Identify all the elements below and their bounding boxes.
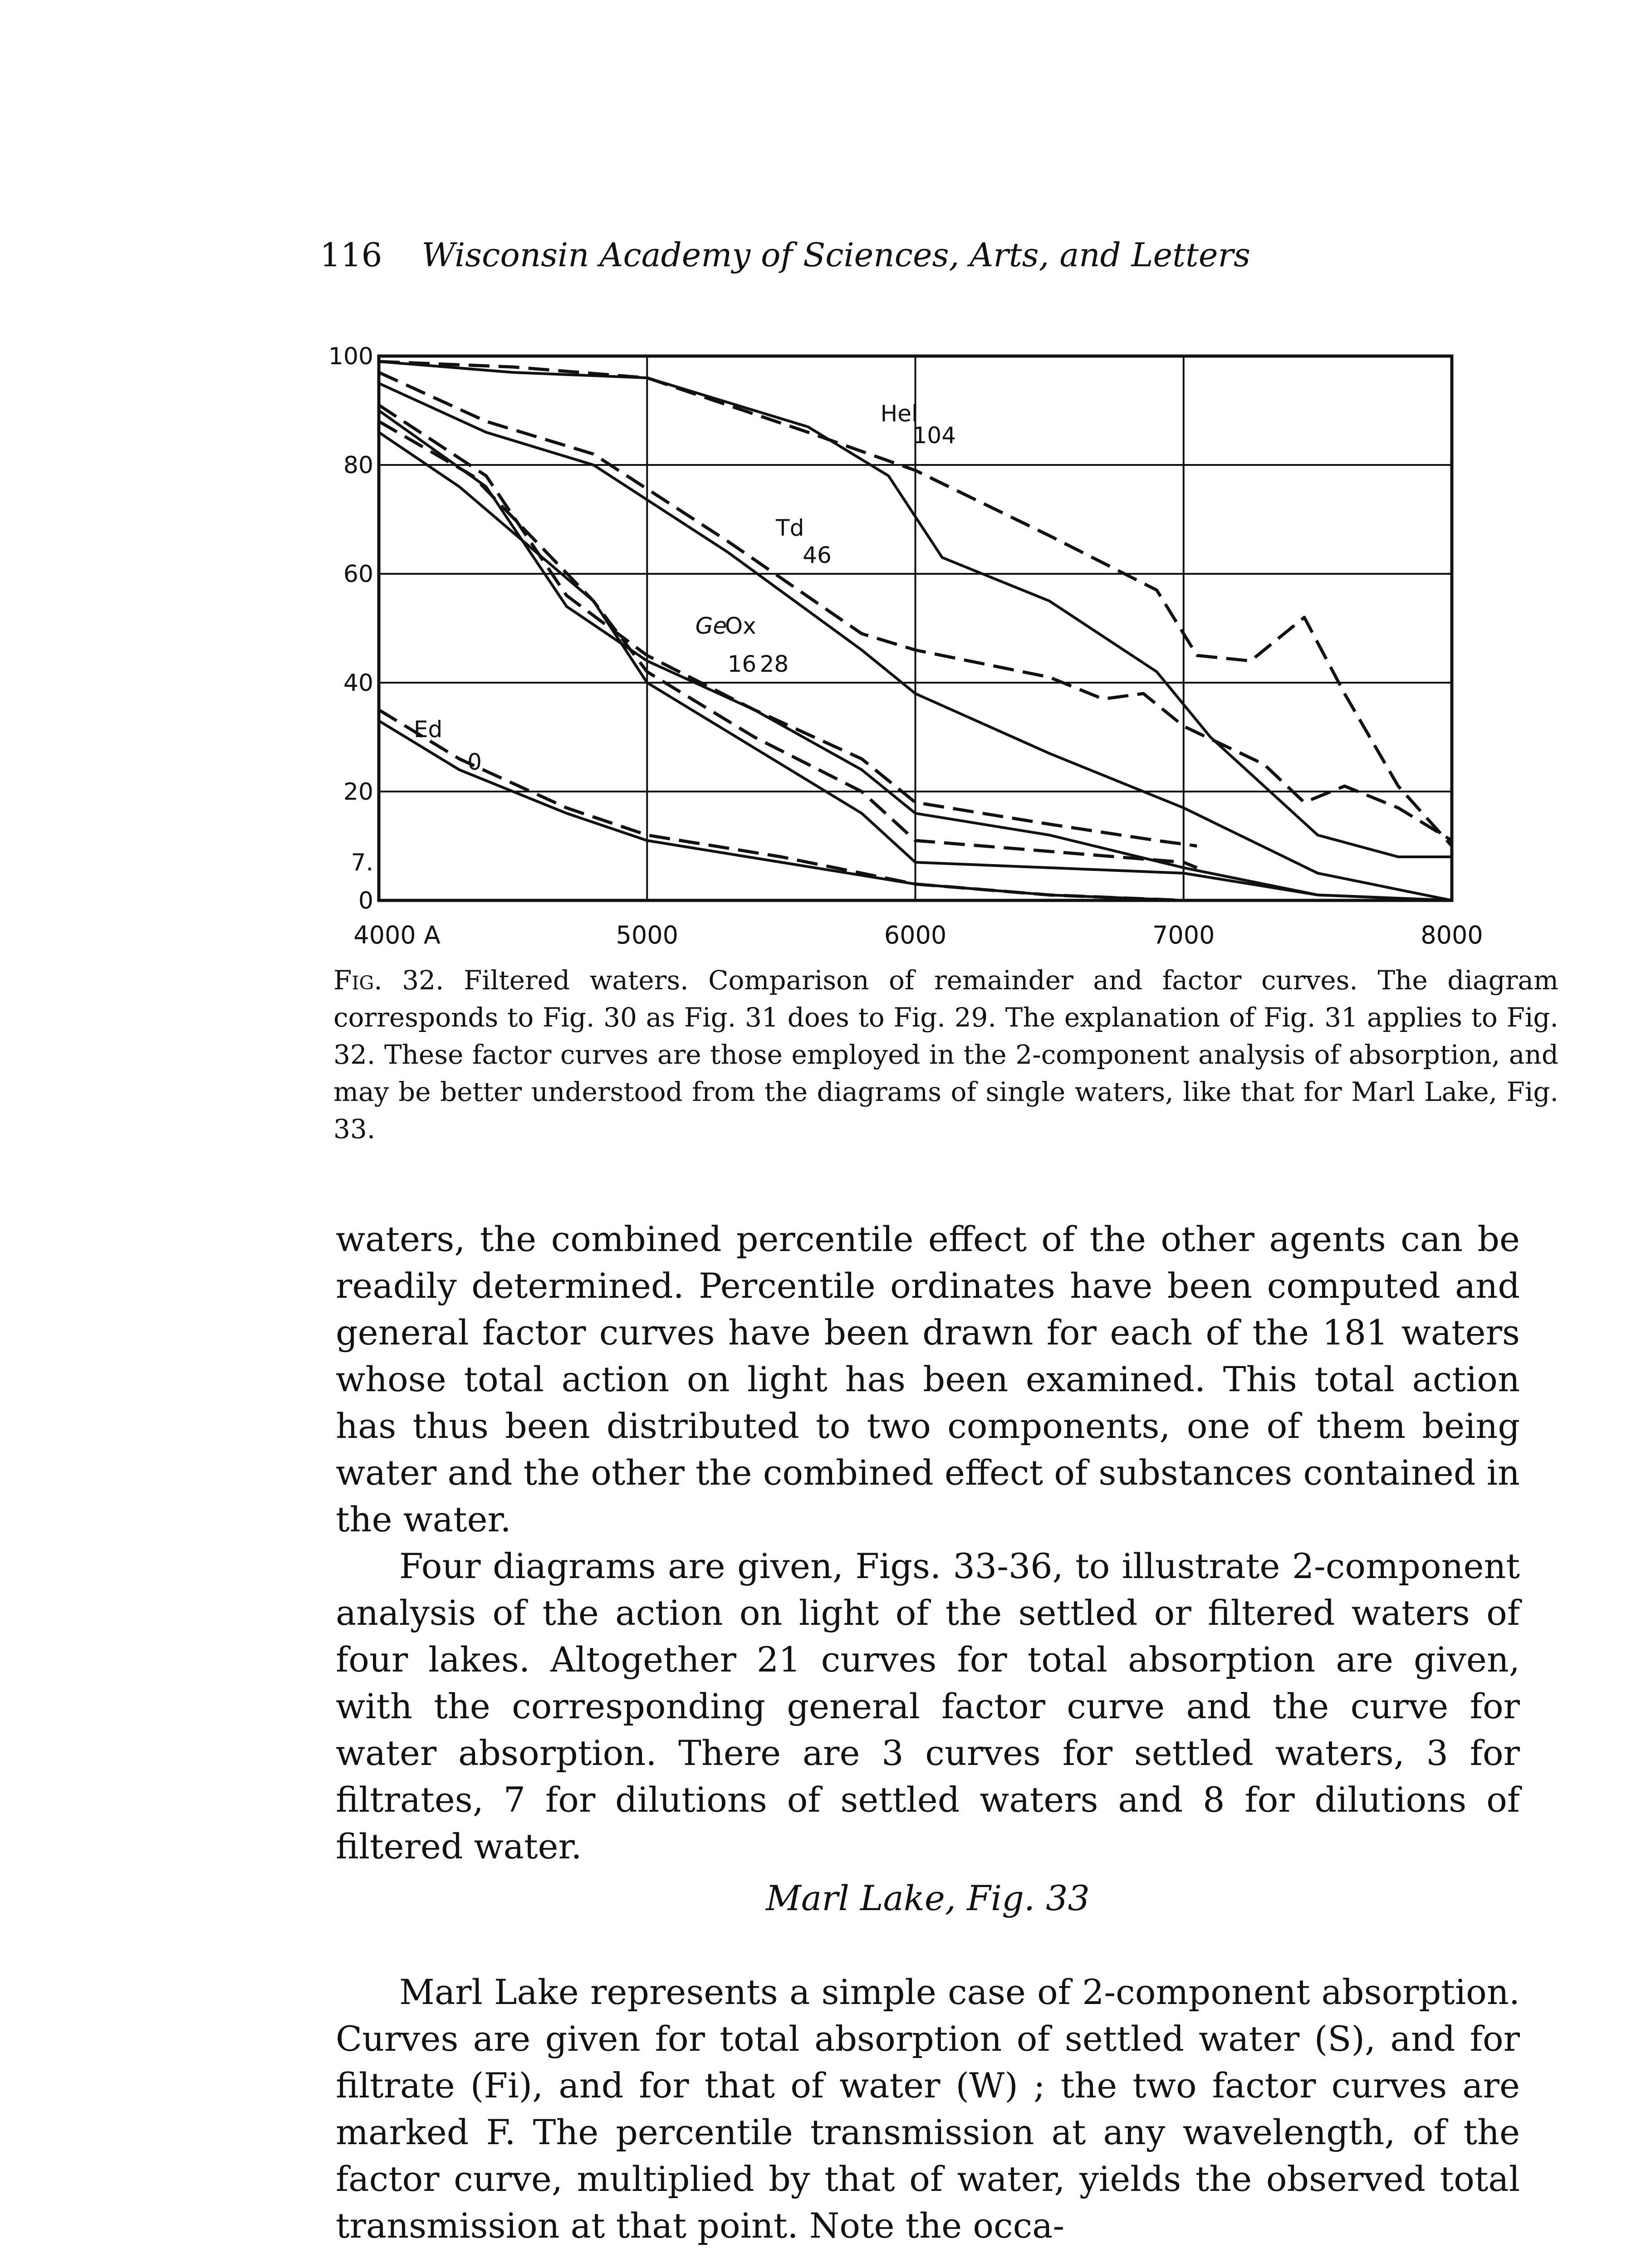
paragraph-marl-lake: Marl Lake represents a simple case of 2-component absorption. Curves are given for total absorption of settled water (S), and for filtrate (Fi), and for that of water (W) ; the two factor curves are marked F. The percentile transmission at any wavelength, of the factor curve, multiplied by that of water, yields the observed total transmission at that point. Note the occa- — [336, 1972, 1520, 2246]
y-tick-label: 100 — [328, 343, 373, 370]
caption-text: Filtered waters. Comparison of remainder and factor curves. The diagram corresponds to Fig. 30 as Fig. 31 does to Fig. 29. The explanation of Fig. 31 applies to Fig. 32. These factor curves are those employed in the 2-component analysis of absorption, and may be better understood from the diagrams of single waters, like that for Marl Lake, Fig. 33. — [333, 965, 1558, 1144]
curve-label-0: 0 — [467, 749, 482, 775]
page-number: 116 — [320, 236, 382, 274]
figure-32-chart — [0, 0, 1651, 962]
y-tick-label: 40 — [343, 670, 373, 697]
y-tick-label: 7. — [351, 849, 373, 876]
x-tick-label: 7000 — [1152, 921, 1215, 949]
paragraph-four-diagrams: Four diagrams are given, Figs. 33-36, to illustrate 2-component analysis of the action on light of the settled or filtered waters of four lakes. Altogether 21 curves for total absorption are given, with the corresponding general factor curve and the curve for water absorption. There are 3 curves for settled waters, 3 for filtrates, 7 for dilutions of settled waters and 8 for dilutions of filtered water. — [336, 1546, 1520, 1867]
x-tick-label: 5000 — [616, 921, 678, 949]
curve-label-104: 104 — [912, 422, 956, 449]
y-tick-label: 0 — [358, 887, 373, 914]
curve-label-46: 46 — [803, 542, 832, 568]
y-tick-label: 20 — [343, 778, 373, 806]
curve-label-Ed: Ed — [413, 716, 443, 743]
curve-label-Ge: Ge — [695, 613, 727, 639]
curve-label-Hel: Hel — [880, 401, 918, 427]
figure-label: Fig. 32. — [333, 965, 444, 996]
series-line-Ge — [379, 405, 1197, 846]
figure-caption — [333, 962, 1558, 1148]
body-paragraphs-2 — [336, 1969, 1520, 2249]
curve-label-28: 28 — [759, 651, 789, 677]
section-heading-marl-lake: Marl Lake, Fig. 33 — [766, 1878, 1090, 1918]
y-tick-label: 80 — [343, 452, 373, 479]
chart-ticks — [328, 343, 1483, 949]
x-tick-label: 6000 — [884, 921, 947, 949]
x-tick-label: 4000 A — [353, 921, 441, 949]
journal-title: Wisconsin Academy of Sciences, Arts, and Letters — [421, 236, 1250, 274]
body-paragraphs-1 — [336, 1216, 1520, 1870]
curve-label-Td: Td — [776, 515, 804, 541]
x-tick-label: 8000 — [1421, 921, 1483, 949]
paragraph-continued: waters, the combined percentile effect of the other agents can be readily determined. Percentile ordinates have been computed and general factor curves have been drawn for each of the 181 waters whose total action on light has been examined. This total action has thus been distributed to two components, one of them being water and the other the combined effect of substances contained in the water. — [336, 1219, 1520, 1540]
curve-label-16: 16 — [727, 651, 757, 677]
curve-label-Ox: Ox — [725, 613, 756, 639]
series-line-Ox — [379, 421, 1197, 868]
y-tick-label: 60 — [343, 561, 373, 588]
